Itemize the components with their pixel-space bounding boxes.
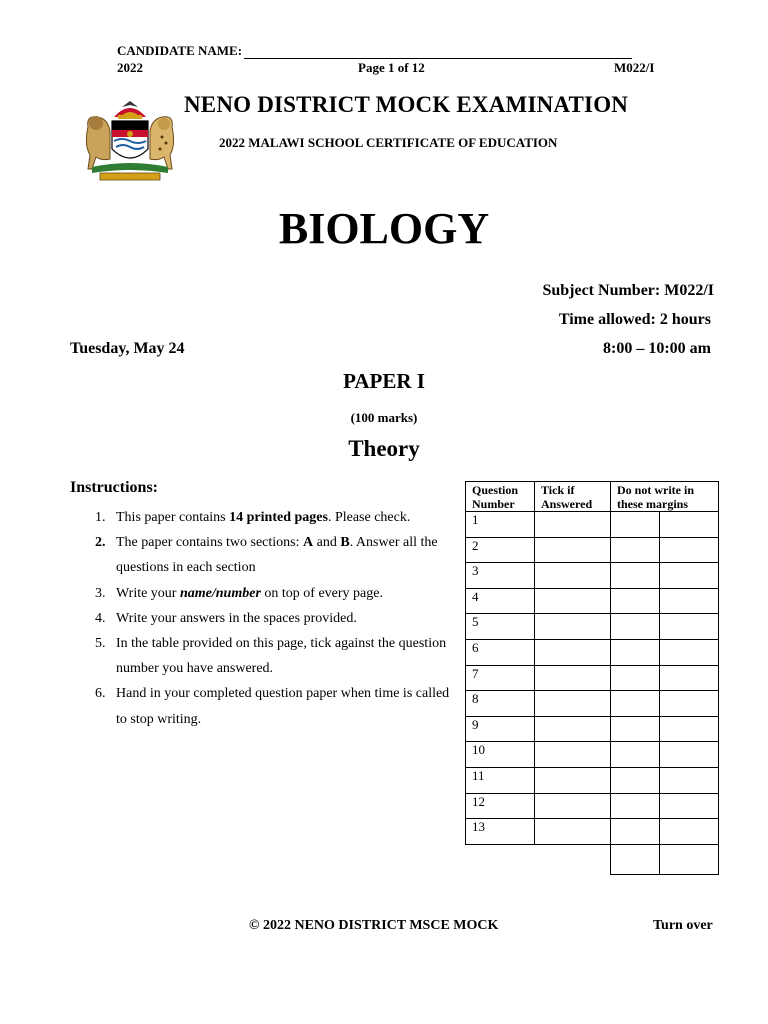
question-number-cell: 5 [466, 614, 535, 640]
margin-cell [611, 819, 660, 845]
instruction-text [116, 581, 455, 606]
question-number-cell: 3 [466, 563, 535, 589]
question-number-cell: 7 [466, 665, 535, 691]
table-total-row [466, 844, 719, 874]
margin-cell [660, 819, 719, 845]
table-row [466, 665, 719, 691]
tick-cell[interactable] [535, 665, 611, 691]
instruction-number: 4. [95, 610, 106, 626]
margin-cell [660, 665, 719, 691]
header-do-not-write: Do not write in these margins [611, 482, 719, 512]
margin-cell [660, 537, 719, 563]
margin-cell [611, 767, 660, 793]
margin-cell [660, 512, 719, 538]
time-allowed: Time allowed: 2 hours [558, 311, 711, 328]
header-year: 2022 [117, 60, 143, 75]
instruction-number: 5. [95, 636, 106, 652]
margin-cell [660, 614, 719, 640]
instruction-item [95, 631, 455, 681]
header-tick-if-answered: Tick if Answered [535, 482, 611, 512]
table-row [466, 537, 719, 563]
question-number-cell: 9 [466, 716, 535, 742]
tick-cell[interactable] [535, 716, 611, 742]
margin-total-cell [611, 844, 660, 874]
table-row [466, 742, 719, 768]
margin-cell [660, 767, 719, 793]
candidate-name-label: CANDIDATE NAME: [117, 43, 243, 58]
header-paper-code: M022/I [614, 60, 655, 75]
table-row [466, 819, 719, 845]
instruction-text-part: In the table provided on this page, tick against the question number you have answered. [116, 636, 447, 677]
margin-cell [660, 588, 719, 614]
margin-cell [611, 563, 660, 589]
instruction-text-part: . Answer all the questions in each section [116, 535, 438, 576]
question-number-cell: 6 [466, 639, 535, 665]
table-row [466, 588, 719, 614]
instruction-text-part: Write your answers in the spaces provided. [116, 610, 357, 626]
instruction-text-part: . Please check. [327, 510, 411, 525]
question-number-cell: 12 [466, 793, 535, 819]
exam-title: NENO DISTRICT MOCK EXAMINATION [184, 92, 629, 117]
instruction-item [95, 606, 455, 631]
margin-cell [611, 588, 660, 614]
tick-cell[interactable] [535, 819, 611, 845]
instruction-text-part: and [313, 535, 341, 551]
tick-cell[interactable] [535, 793, 611, 819]
table-header-row [466, 482, 719, 512]
instructions-heading: Instructions: [70, 479, 159, 496]
question-number-cell: 2 [466, 537, 535, 563]
instruction-text-part: 14 printed pages [229, 510, 328, 525]
header-question-number: Question Number [466, 482, 535, 512]
table-row [466, 563, 719, 589]
tick-cell[interactable] [535, 537, 611, 563]
footer-turn-over: Turn over [653, 918, 713, 933]
table-row [466, 614, 719, 640]
instruction-text [116, 681, 455, 731]
question-rows [466, 512, 719, 875]
instruction-text [116, 606, 455, 631]
tick-cell[interactable] [535, 563, 611, 589]
margin-cell [611, 537, 660, 563]
instructions-list [95, 505, 455, 732]
candidate-name-field [117, 43, 632, 59]
coat-of-arms-icon [78, 97, 182, 183]
instruction-text [116, 631, 455, 681]
tick-cell[interactable] [535, 512, 611, 538]
margin-cell [611, 742, 660, 768]
instruction-item [95, 505, 455, 530]
total-marks: (100 marks) [350, 410, 418, 425]
question-number-cell: 11 [466, 767, 535, 793]
question-number-cell: 13 [466, 819, 535, 845]
section-type: Theory [348, 436, 420, 461]
question-number-cell: 4 [466, 588, 535, 614]
table-row [466, 512, 719, 538]
instruction-number: 1. [95, 510, 106, 525]
subject-number: Subject Number: M022/I [542, 282, 714, 299]
instruction-text-part: B [340, 535, 350, 551]
margin-cell [611, 512, 660, 538]
instruction-number: 6. [95, 686, 106, 702]
empty-cell [466, 844, 535, 874]
footer-copyright: © 2022 NENO DISTRICT MSCE MOCK [249, 918, 499, 933]
paper-title: PAPER I [343, 369, 425, 393]
question-number-cell: 1 [466, 512, 535, 538]
margin-cell [660, 639, 719, 665]
margin-cell [611, 793, 660, 819]
table-row [466, 691, 719, 717]
margin-total-cell [660, 844, 719, 874]
exam-subtitle: 2022 MALAWI SCHOOL CERTIFICATE OF EDUCATION [219, 135, 558, 150]
instruction-text-part: on top of every page. [260, 585, 383, 601]
exam-date: Tuesday, May 24 [70, 340, 185, 357]
instruction-text-part: This paper contains [116, 510, 230, 525]
tick-cell[interactable] [535, 742, 611, 768]
empty-cell [535, 844, 611, 874]
margin-cell [660, 793, 719, 819]
instruction-text-part: Hand in your completed question paper when time is called to stop writing. [116, 686, 450, 727]
instruction-text [116, 530, 455, 580]
instruction-item [95, 681, 455, 731]
question-tick-table [465, 481, 719, 875]
margin-cell [660, 563, 719, 589]
tick-cell[interactable] [535, 691, 611, 717]
candidate-name-line [244, 46, 632, 59]
instruction-text [116, 505, 455, 530]
instruction-item [95, 530, 455, 580]
margin-cell [611, 665, 660, 691]
instruction-item [95, 581, 455, 606]
question-number-cell: 8 [466, 691, 535, 717]
margin-cell [660, 716, 719, 742]
instruction-text-part: Write your [116, 585, 180, 601]
table-row [466, 639, 719, 665]
instruction-text-part: The paper contains two sections: [116, 535, 304, 551]
margin-cell [611, 716, 660, 742]
exam-time-range: 8:00 – 10:00 am [603, 340, 711, 357]
margin-cell [611, 639, 660, 665]
instruction-text-part: name/number [179, 585, 261, 601]
header-page-number: Page 1 of 12 [358, 60, 425, 75]
margin-cell [611, 614, 660, 640]
question-number-cell: 10 [466, 742, 535, 768]
margin-cell [660, 742, 719, 768]
table-row [466, 767, 719, 793]
tick-cell[interactable] [535, 614, 611, 640]
instruction-number: 2. [95, 535, 106, 551]
tick-cell[interactable] [535, 588, 611, 614]
subject-title: BIOLOGY [278, 204, 490, 253]
tick-cell[interactable] [535, 767, 611, 793]
table-row [466, 793, 719, 819]
instruction-text-part: A [303, 535, 314, 551]
table-row [466, 716, 719, 742]
tick-cell[interactable] [535, 639, 611, 665]
instruction-number: 3. [95, 585, 106, 601]
margin-cell [611, 691, 660, 717]
margin-cell [660, 691, 719, 717]
